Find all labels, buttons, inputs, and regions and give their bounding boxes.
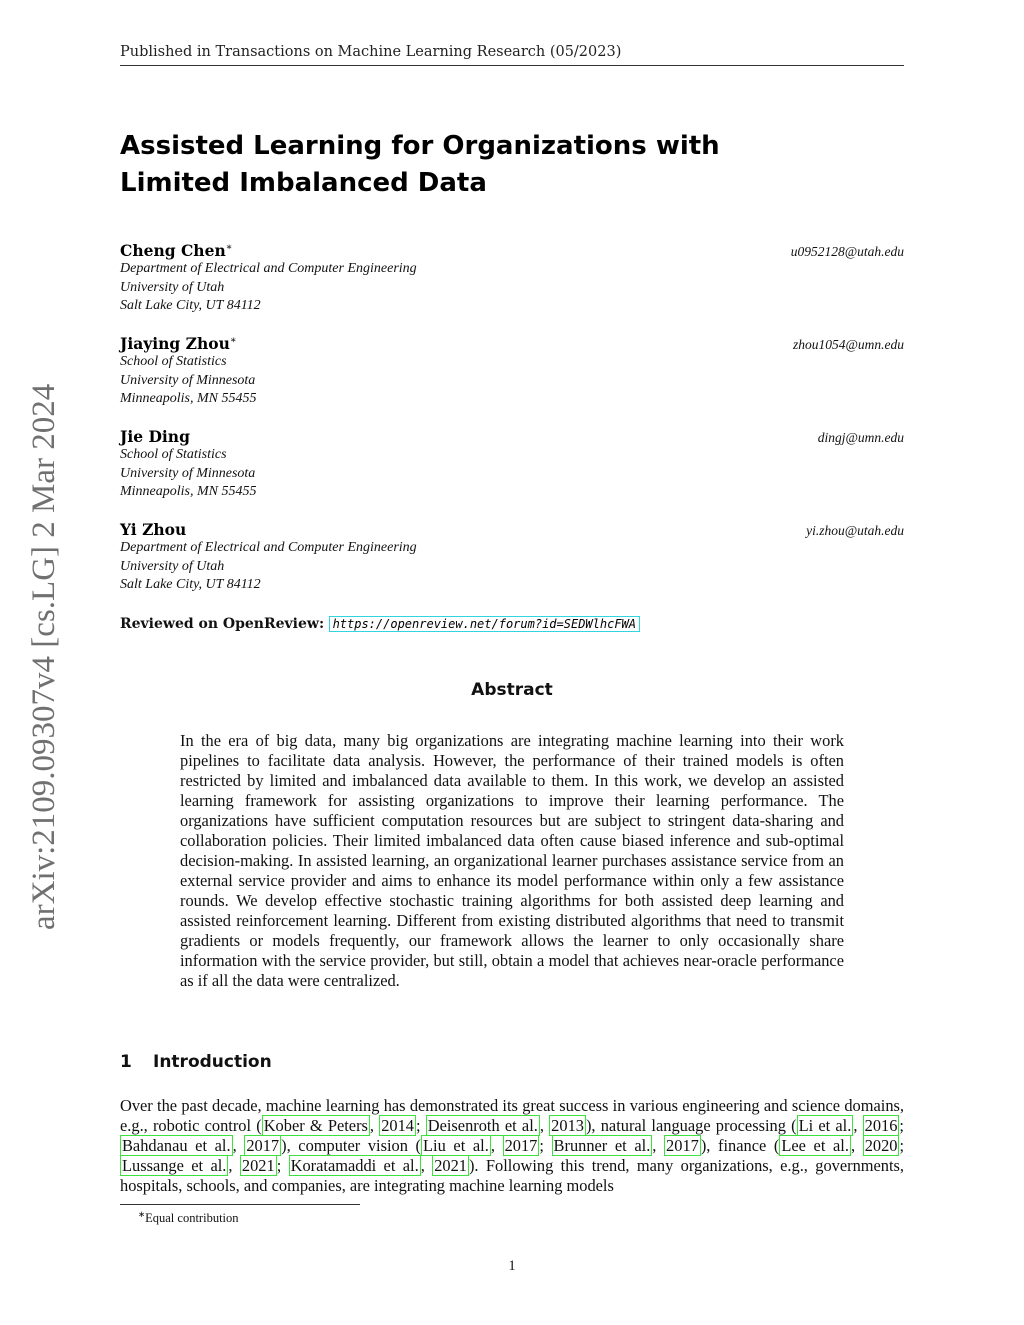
author-block [120, 427, 904, 502]
author-email[interactable]: dingj@umn.edu [817, 430, 904, 445]
section-number: 1 [120, 1052, 132, 1072]
citation-link[interactable]: 2017 [666, 1136, 699, 1155]
paper-title [120, 128, 740, 202]
author-university: University of Minnesota [120, 465, 256, 481]
author-email[interactable]: u0952128@utah.edu [790, 244, 904, 259]
author-block [120, 334, 904, 409]
header-rule [120, 65, 904, 66]
author-department: School of Statistics [120, 354, 227, 369]
citation-link[interactable]: Bahdanau et al. [122, 1136, 231, 1155]
author-name: Yi Zhou [120, 520, 187, 539]
citation-link[interactable]: 2021 [434, 1156, 467, 1175]
author-university: University of Utah [120, 558, 225, 574]
citation-link[interactable]: 2013 [551, 1116, 584, 1135]
citation-link[interactable]: Li et al. [798, 1116, 852, 1135]
citation-link[interactable]: 2016 [864, 1116, 898, 1135]
section-heading [120, 1052, 272, 1072]
citation-link[interactable]: Brunner et al. [553, 1136, 651, 1155]
abstract-heading: Abstract [471, 680, 553, 700]
title-line-2: Limited Imbalanced Data [120, 168, 487, 198]
citation-link[interactable]: 2021 [241, 1156, 275, 1175]
running-header: Published in Transactions on Machine Learning Research (05/2023) [120, 44, 622, 60]
citation-link[interactable]: Kober & Peters [263, 1116, 368, 1135]
author-department: Department of Electrical and Computer Engineering [120, 540, 417, 555]
author-department: School of Statistics [120, 447, 227, 462]
author-location: Salt Lake City, UT 84112 [120, 577, 261, 592]
openreview-label: Reviewed on OpenReview: [120, 616, 325, 632]
author-block [120, 520, 904, 595]
citation-link[interactable]: Deisenroth et al. [427, 1116, 538, 1135]
citation-link[interactable]: Lussange et al. [122, 1156, 227, 1175]
citation-link[interactable]: Koratamaddi et al. [290, 1156, 419, 1175]
openreview-line [120, 616, 640, 632]
author-email[interactable]: zhou1054@umn.edu [792, 337, 904, 352]
author-university: University of Minnesota [120, 372, 256, 388]
section-title: Introduction [153, 1052, 272, 1072]
citation-link[interactable]: 2014 [381, 1116, 414, 1135]
citation-link[interactable]: Lee et al. [781, 1136, 849, 1155]
footnote-rule [120, 1204, 360, 1205]
page-number: 1 [508, 1258, 516, 1274]
intro-paragraph: Over the past decade, machine learning has demonstrated its great success in various engineering and science domains, e.g., robotic control ( Kober & Peters , 2014 ; Deisenroth et al. , 2013 ), natural language processing ( Li et al. , 2016 ; Bahdanau et al. , 2017 ), computer vision ( Liu et al. , 2017 ; Brunner et al. , 2017 ), finance ( Lee et al. , 2020 ; Lussange et al. , 2021 ; Koratamaddi et al. , 2021 ). Following this trend, many organizations, e.g., governments, hospitals, schools, and companies, are integrating machine learning models [120, 1096, 905, 1195]
arxiv-stamp: arXiv:2109.09307v4 [cs.LG] 2 Mar 2024 [26, 383, 62, 930]
author-location: Salt Lake City, UT 84112 [120, 298, 261, 313]
footnote: ∗Equal contribution [138, 1209, 239, 1226]
author-location: Minneapolis, MN 55455 [120, 484, 257, 499]
citation-link[interactable]: 2020 [864, 1136, 898, 1155]
citation-link[interactable]: 2017 [504, 1136, 538, 1155]
author-department: Department of Electrical and Computer Engineering [120, 261, 417, 276]
author-name: Jiaying Zhou∗ [120, 334, 237, 353]
title-line-1: Assisted Learning for Organizations with [120, 131, 720, 161]
author-name: Jie Ding [120, 427, 190, 446]
author-email[interactable]: yi.zhou@utah.edu [806, 523, 904, 538]
citation-link[interactable]: Liu et al. [423, 1136, 489, 1155]
abstract-text: In the era of big data, many big organizations are integrating machine learning into their work pipelines to facilitate data analysis. However, the performance of their trained models is often restricted by limited and imbalanced data available to them. In this work, we develop an assisted learning framework for assisting organizations to improve their learning performance. The organizations have sufficient computation resources but are subject to stringent data-sharing and collaboration policies. Their limited imbalanced data often cause biased inference and sub-optimal decision-making. In assisted learning, an organizational learner purchases assistance service from an external service provider and aims to enhance its model performance within only a few assistance rounds. We develop effective stochastic training algorithms for both assisted deep learning and assisted reinforcement learning. Different from existing distributed algorithms that need to transmit gradients or models frequently, our framework allows the learner to only occasionally share information with the service provider, but still, obtain a model that achieves near-oracle performance as if all the data were centralized. [180, 731, 844, 990]
citation-link[interactable]: 2017 [246, 1136, 280, 1155]
openreview-link[interactable]: https://openreview.net/forum?id=SEDWlhcFWA [329, 616, 640, 632]
author-location: Minneapolis, MN 55455 [120, 391, 257, 406]
author-university: University of Utah [120, 279, 225, 295]
author-block [120, 241, 904, 316]
author-name: Cheng Chen∗ [120, 241, 233, 260]
